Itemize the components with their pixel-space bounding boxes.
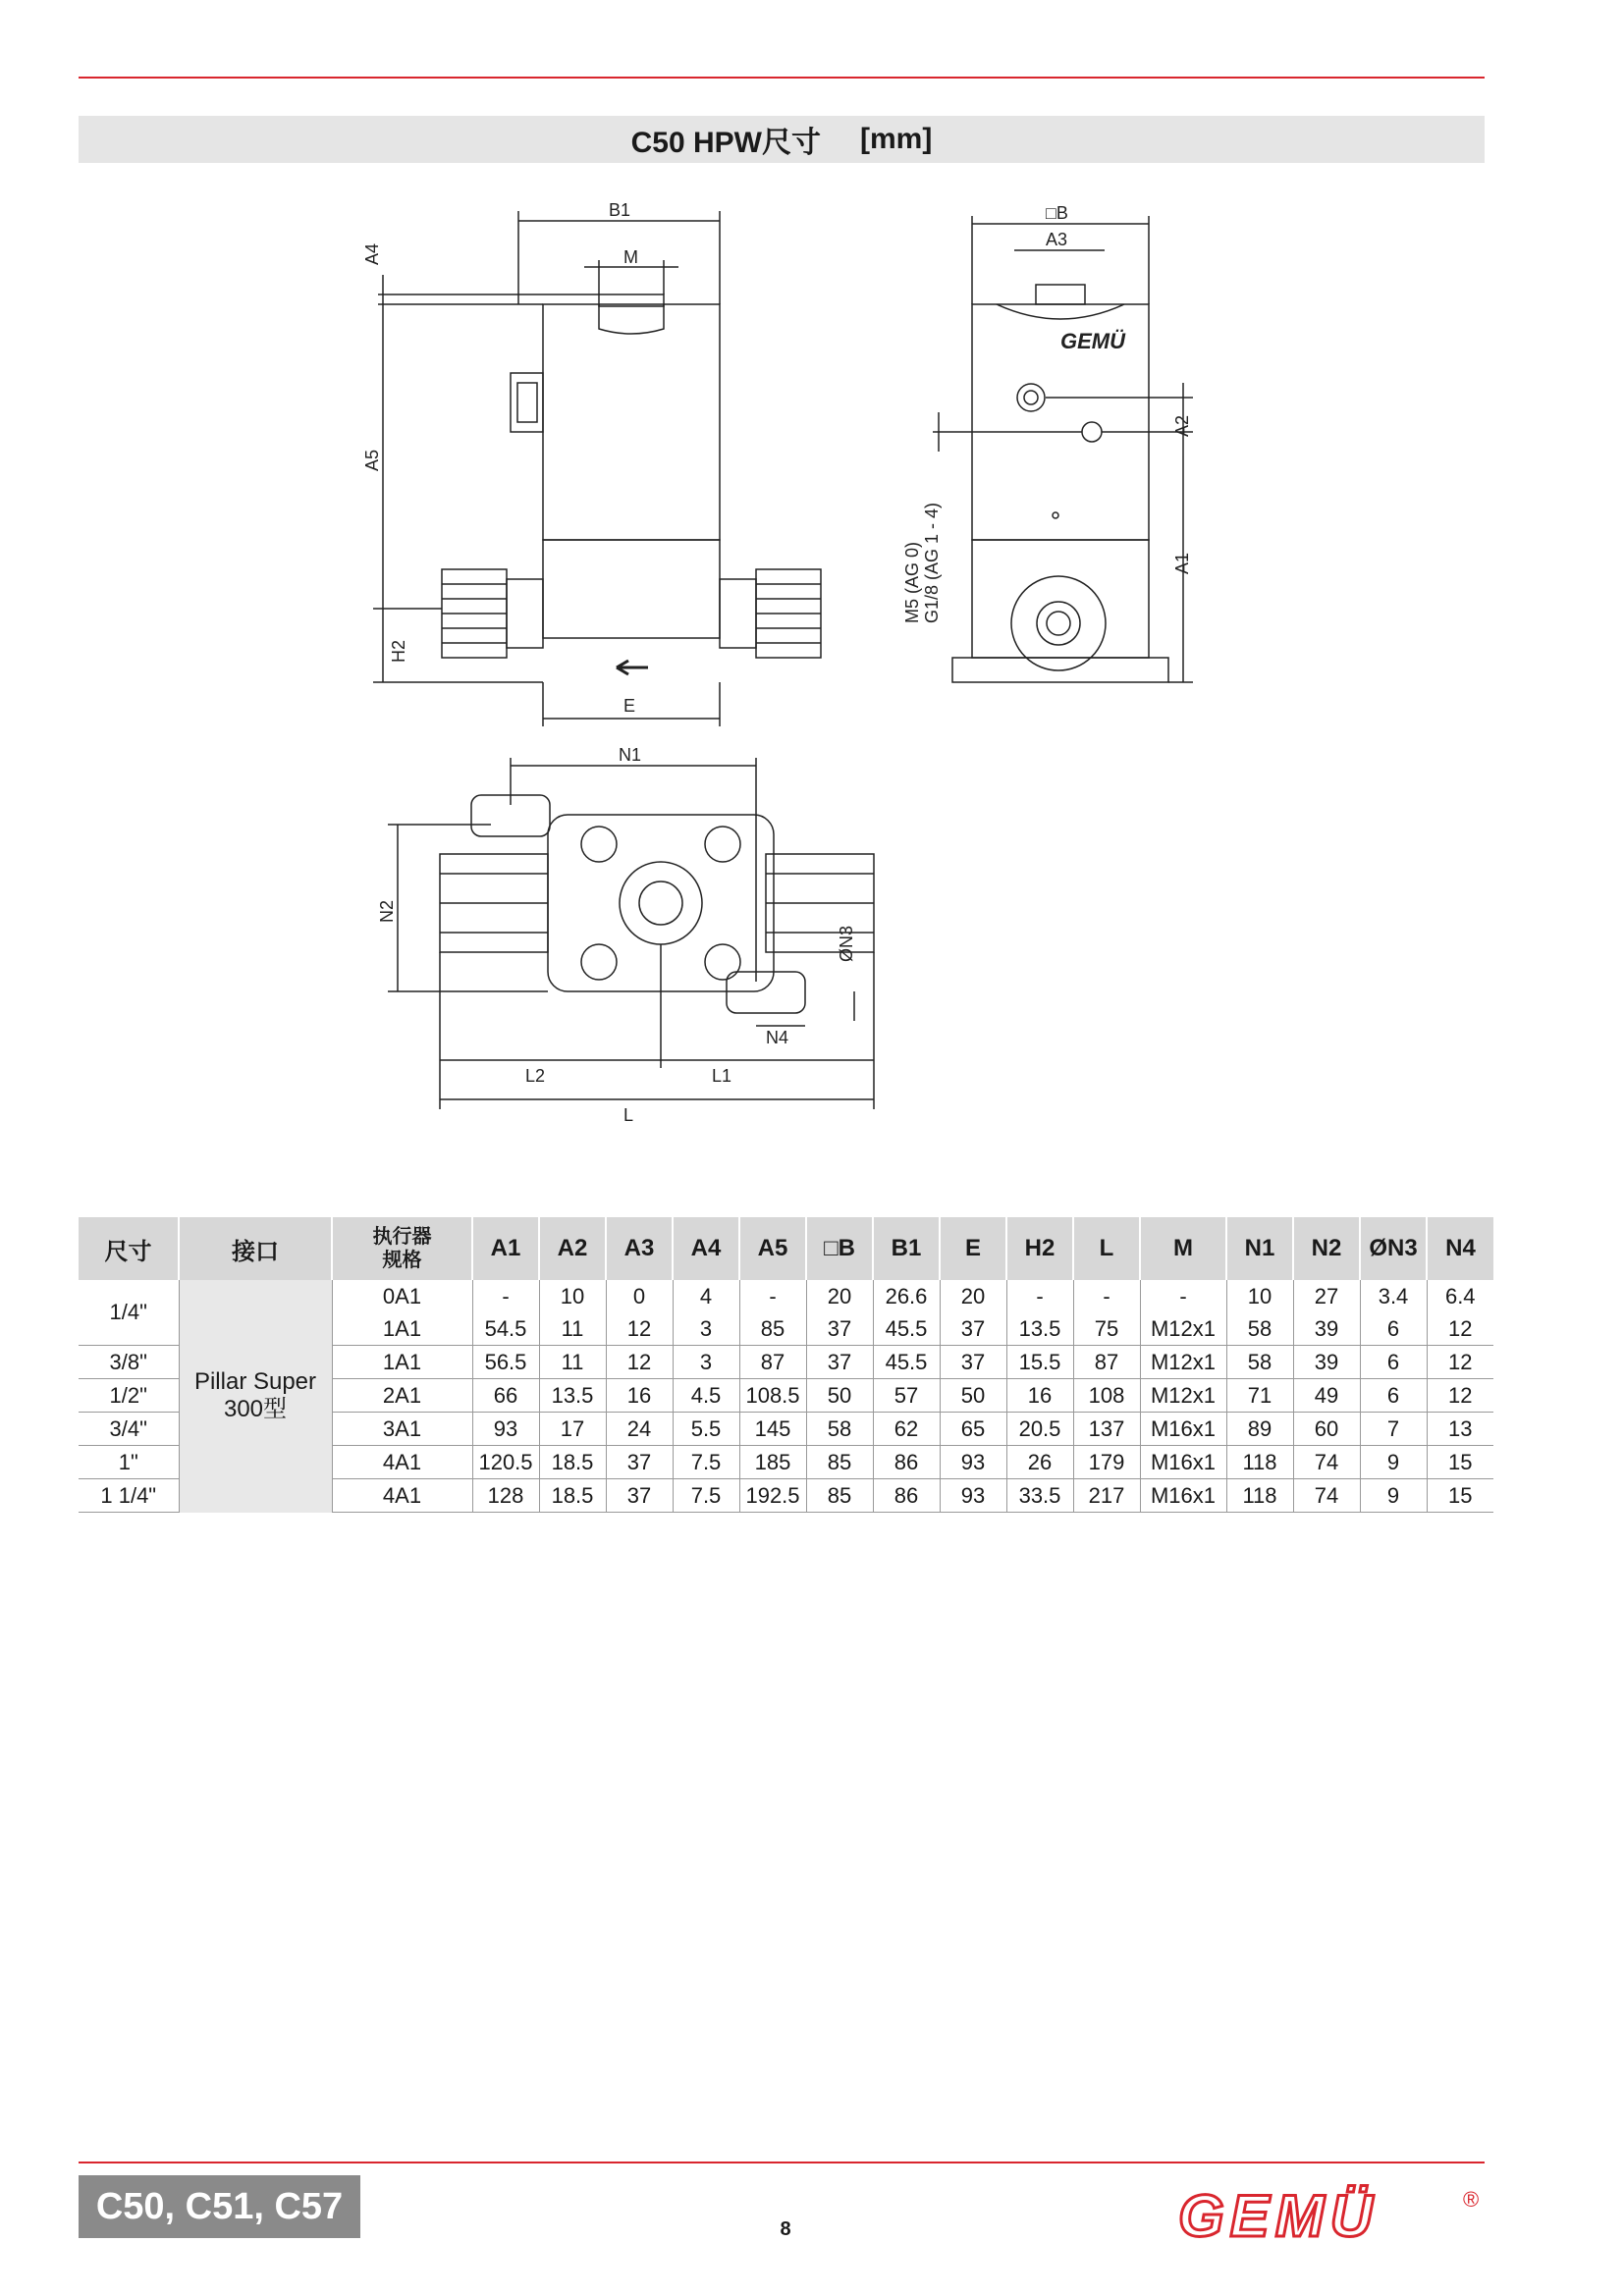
value-cell: 86 — [873, 1479, 940, 1513]
value-cell: 11 — [539, 1312, 606, 1346]
value-cell: 87 — [1073, 1346, 1140, 1379]
value-cell: 18.5 — [539, 1446, 606, 1479]
size-cell: 1 1/4" — [79, 1479, 179, 1513]
value-cell: 66 — [472, 1379, 539, 1413]
value-cell: 49 — [1293, 1379, 1360, 1413]
column-header: ØN3 — [1360, 1217, 1427, 1280]
value-cell: 50 — [806, 1379, 873, 1413]
column-header: H2 — [1006, 1217, 1073, 1280]
value-cell: 54.5 — [472, 1312, 539, 1346]
actuator-cell: 4A1 — [332, 1446, 472, 1479]
value-cell: 87 — [739, 1346, 806, 1379]
model-box — [79, 2175, 360, 2238]
actuator-cell: 3A1 — [332, 1413, 472, 1446]
valve-body-side — [972, 540, 1149, 658]
value-cell: 86 — [873, 1446, 940, 1479]
value-cell: 20.5 — [1006, 1413, 1073, 1446]
value-cell: 12 — [1427, 1379, 1493, 1413]
value-cell: 6 — [1360, 1379, 1427, 1413]
actuator-cell: 4A1 — [332, 1479, 472, 1513]
value-cell: 27 — [1293, 1280, 1360, 1312]
size-cell: 3/8" — [79, 1346, 179, 1379]
value-cell: 15.5 — [1006, 1346, 1073, 1379]
value-cell: 18.5 — [539, 1479, 606, 1513]
value-cell: 192.5 — [739, 1479, 806, 1513]
value-cell: 60 — [1293, 1413, 1360, 1446]
top-rule — [79, 77, 1485, 79]
value-cell: 120.5 — [472, 1446, 539, 1479]
model-label: C50, C51, C57 — [95, 2185, 344, 2227]
value-cell: 45.5 — [873, 1346, 940, 1379]
value-cell: M16x1 — [1140, 1413, 1226, 1446]
value-cell: 58 — [1226, 1346, 1293, 1379]
value-cell: 4 — [673, 1280, 739, 1312]
bottom-rule — [79, 2162, 1485, 2163]
value-cell: 85 — [739, 1312, 806, 1346]
value-cell: M16x1 — [1140, 1479, 1226, 1513]
value-cell: 26 — [1006, 1446, 1073, 1479]
value-cell: M16x1 — [1140, 1446, 1226, 1479]
value-cell: 93 — [940, 1479, 1006, 1513]
value-cell: 6 — [1360, 1346, 1427, 1379]
dimension-table — [79, 1217, 1493, 1513]
label-L2: L2 — [525, 1066, 546, 1086]
value-cell: 7.5 — [673, 1446, 739, 1479]
value-cell: 13.5 — [539, 1379, 606, 1413]
table-header-row — [79, 1217, 1493, 1280]
label-port-m5: M5 (AG 0) — [902, 541, 922, 623]
value-cell: 65 — [940, 1413, 1006, 1446]
value-cell: 6 — [1360, 1312, 1427, 1346]
label-A5: A5 — [362, 449, 382, 471]
value-cell: 13 — [1427, 1413, 1493, 1446]
value-cell: 33.5 — [1006, 1479, 1073, 1513]
label-L: L — [623, 1105, 634, 1125]
value-cell: - — [472, 1280, 539, 1312]
column-header: N1 — [1226, 1217, 1293, 1280]
value-cell: 108.5 — [739, 1379, 806, 1413]
value-cell: 13.5 — [1006, 1312, 1073, 1346]
value-cell: 37 — [606, 1446, 673, 1479]
value-cell: 3.4 — [1360, 1280, 1427, 1312]
unit-label: [mm] — [860, 123, 933, 155]
column-header: E — [940, 1217, 1006, 1280]
drawing-svg — [79, 177, 1485, 1178]
value-cell: 58 — [806, 1413, 873, 1446]
value-cell: 3 — [673, 1312, 739, 1346]
label-A1: A1 — [1172, 552, 1192, 574]
value-cell: 74 — [1293, 1479, 1360, 1513]
value-cell: 0 — [606, 1280, 673, 1312]
label-B1: B1 — [609, 200, 631, 220]
size-cell: 1" — [79, 1446, 179, 1479]
connection-cell: Pillar Super 300型 — [179, 1280, 332, 1513]
value-cell: 74 — [1293, 1446, 1360, 1479]
page-number: 8 — [780, 2218, 791, 2240]
value-cell: 75 — [1073, 1312, 1140, 1346]
label-N2: N2 — [377, 899, 397, 923]
value-cell: 20 — [806, 1280, 873, 1312]
actuator-cell: 2A1 — [332, 1379, 472, 1413]
value-cell: 62 — [873, 1413, 940, 1446]
value-cell: 6.4 — [1444, 1283, 1476, 1308]
value-cell: 20 — [940, 1280, 1006, 1312]
section-title-bar — [79, 116, 1485, 163]
column-header: A3 — [606, 1217, 673, 1280]
value-cell: 89 — [1226, 1413, 1293, 1446]
value-cell: 118 — [1226, 1446, 1293, 1479]
column-header: 接口 — [179, 1217, 332, 1280]
value-cell: 108 — [1073, 1379, 1140, 1413]
value-cell: M12x1 — [1140, 1312, 1226, 1346]
column-header: A2 — [539, 1217, 606, 1280]
size-cell: 3/4" — [79, 1413, 179, 1446]
value-cell: 137 — [1073, 1413, 1140, 1446]
value-cell: 15 — [1427, 1479, 1493, 1513]
value-cell: 50 — [940, 1379, 1006, 1413]
dimension-drawing — [79, 177, 1485, 1178]
value-cell: 185 — [739, 1446, 806, 1479]
value-cell: 37 — [940, 1346, 1006, 1379]
label-H2: H2 — [389, 639, 408, 663]
column-header: N2 — [1293, 1217, 1360, 1280]
value-cell: 71 — [1226, 1379, 1293, 1413]
value-cell: 57 — [873, 1379, 940, 1413]
value-cell: 24 — [606, 1413, 673, 1446]
value-cell: 12 — [606, 1346, 673, 1379]
column-header: 执行器 规格 — [332, 1217, 472, 1280]
value-cell: 217 — [1073, 1479, 1140, 1513]
value-cell: 85 — [806, 1446, 873, 1479]
value-cell: 7 — [1360, 1413, 1427, 1446]
valve-body-front — [543, 540, 720, 638]
value-cell: 16 — [1006, 1379, 1073, 1413]
actuator-cell: 1A1 — [332, 1346, 472, 1379]
column-header: A5 — [739, 1217, 806, 1280]
label-N4: N4 — [766, 1028, 789, 1047]
value-cell: 37 — [806, 1312, 873, 1346]
value-cell: 4.5 — [673, 1379, 739, 1413]
value-cell: 12 — [606, 1312, 673, 1346]
column-header: A1 — [472, 1217, 539, 1280]
label-A4: A4 — [362, 242, 382, 265]
value-cell: 5.5 — [673, 1413, 739, 1446]
section-title: C50 HPW尺寸 — [630, 127, 821, 159]
label-port-g18: G1/8 (AG 1 - 4) — [922, 502, 942, 623]
value-cell: 10 — [1226, 1280, 1293, 1312]
value-cell: M12x1 — [1140, 1379, 1226, 1413]
value-cell: 93 — [940, 1446, 1006, 1479]
table-row — [79, 1280, 1493, 1312]
value-cell: 93 — [472, 1413, 539, 1446]
value-cell: 58 — [1226, 1312, 1293, 1346]
label-A2: A2 — [1172, 414, 1192, 437]
size-cell: 1/2" — [79, 1379, 179, 1413]
value-cell: 145 — [739, 1413, 806, 1446]
value-cell: 85 — [806, 1479, 873, 1513]
label-A3: A3 — [1046, 230, 1068, 249]
value-cell: 56.5 — [472, 1346, 539, 1379]
label-E: E — [623, 696, 636, 716]
column-header: A4 — [673, 1217, 739, 1280]
value-cell: 12 — [1427, 1346, 1493, 1379]
value-cell: 39 — [1293, 1346, 1360, 1379]
column-header: B1 — [873, 1217, 940, 1280]
value-cell: 45.5 — [873, 1312, 940, 1346]
label-B: □B — [1046, 203, 1068, 223]
value-cell: 10 — [539, 1280, 606, 1312]
size-cell: 1/4" — [79, 1280, 179, 1346]
column-header: □B — [806, 1217, 873, 1280]
value-cell: 16 — [606, 1379, 673, 1413]
value-cell: 3 — [673, 1346, 739, 1379]
value-cell: - — [1073, 1280, 1140, 1312]
value-cell: 15 — [1427, 1446, 1493, 1479]
value-cell: 9 — [1360, 1479, 1427, 1513]
label-L1: L1 — [712, 1066, 732, 1086]
value-cell: 37 — [806, 1346, 873, 1379]
column-header: M — [1140, 1217, 1226, 1280]
actuator-cell: 1A1 — [332, 1312, 472, 1346]
value-cell: 179 — [1073, 1446, 1140, 1479]
column-header: L — [1073, 1217, 1140, 1280]
body-logo-text: GEMÜ — [1060, 329, 1125, 353]
label-M: M — [623, 247, 638, 267]
value-cell: - — [1140, 1280, 1226, 1312]
value-cell: 37 — [606, 1479, 673, 1513]
value-cell: 11 — [539, 1346, 606, 1379]
registered-mark: ® — [1463, 2187, 1480, 2212]
label-N3: ØN3 — [837, 925, 856, 962]
actuator-body-front — [543, 304, 720, 540]
value-cell: - — [1006, 1280, 1073, 1312]
value-cell: 7.5 — [673, 1479, 739, 1513]
value-cell: 17 — [539, 1413, 606, 1446]
value-cell: 9 — [1360, 1446, 1427, 1479]
value-cell: 26.6 — [873, 1280, 940, 1312]
value-cell: 37 — [940, 1312, 1006, 1346]
column-header: N4 — [1427, 1217, 1493, 1280]
value-cell: 128 — [472, 1479, 539, 1513]
actuator-cell: 0A1 — [332, 1280, 472, 1312]
logo-text: GEMÜ — [1178, 2183, 1379, 2248]
value-cell: 39 — [1293, 1312, 1360, 1346]
value-cell: 118 — [1226, 1479, 1293, 1513]
value-cell: - — [739, 1280, 806, 1312]
value-cell: M12x1 — [1140, 1346, 1226, 1379]
label-N1: N1 — [619, 745, 642, 765]
value-cell: 12 — [1427, 1312, 1493, 1346]
gemu-logo — [1178, 2179, 1492, 2248]
column-header: 尺寸 — [79, 1217, 179, 1280]
